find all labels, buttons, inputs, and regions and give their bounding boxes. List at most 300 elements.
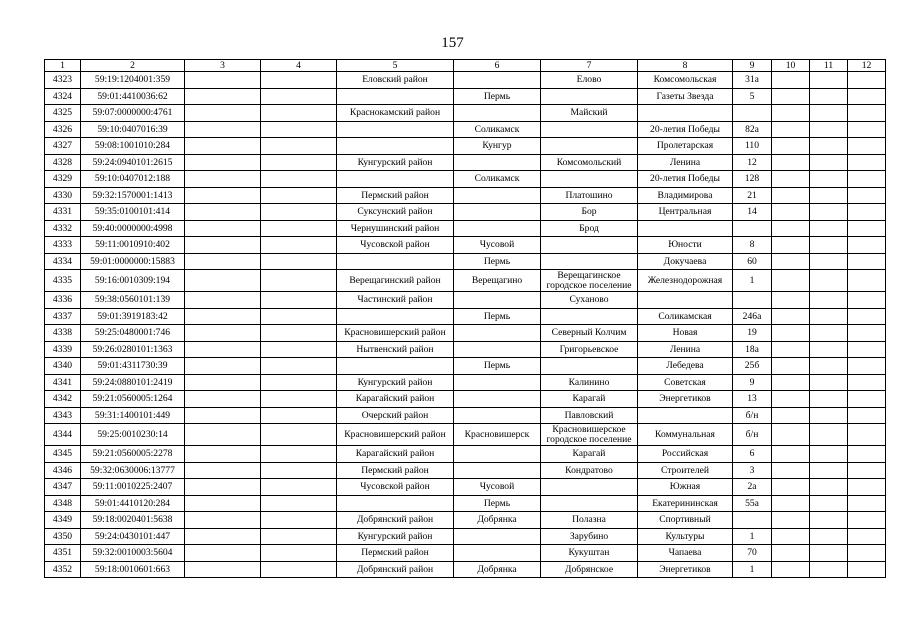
- table-cell-col-7: Карагай: [541, 391, 638, 408]
- table-cell-col-6: [454, 374, 541, 391]
- table-cell-col-3: [185, 391, 261, 408]
- table-cell-col-3: [185, 424, 261, 446]
- table-cell-col-7: [541, 270, 638, 292]
- table-row: [45, 446, 886, 463]
- table-cell-col-10: [772, 204, 810, 221]
- table-cell-col-7: Комсомольский: [541, 154, 638, 171]
- table-cell-col-3: [185, 121, 261, 138]
- table-cell-col-4: [261, 528, 337, 545]
- table-cell-col-10: [772, 187, 810, 204]
- table-cell-col-5: Красновишерский район: [337, 424, 454, 446]
- table-cell-col-12: [848, 308, 886, 325]
- table-cell-col-7: Кукуштан: [541, 545, 638, 562]
- table-cell-col-12: [848, 479, 886, 496]
- header-row: [45, 60, 886, 72]
- table-cell-col-8: Екатерининская: [638, 495, 733, 512]
- table-cell-col-12: [848, 253, 886, 270]
- table-cell-col-6: Чусовой: [454, 479, 541, 496]
- table-cell-col-12: [848, 341, 886, 358]
- table-cell-col-5: Карагайский район: [337, 446, 454, 463]
- table-cell-col-12: [848, 528, 886, 545]
- table-cell-col-11: [810, 220, 848, 237]
- table-cell-col-12: [848, 512, 886, 529]
- table-cell-col-6: Пермь: [454, 495, 541, 512]
- table-cell-col-6: [454, 407, 541, 424]
- table-row: [45, 138, 886, 155]
- table-cell-col-3: [185, 512, 261, 529]
- table-cell-col-10: [772, 528, 810, 545]
- table-cell-col-2: 59:26:0280101:1363: [81, 341, 185, 358]
- table-cell-col-5: Кунгурский район: [337, 154, 454, 171]
- table-cell-col-6: Добрянка: [454, 512, 541, 529]
- table-cell-col-4: [261, 462, 337, 479]
- table-cell-col-6: Пермь: [454, 88, 541, 105]
- table-cell-col-1: 4349: [45, 512, 81, 529]
- table-cell-col-7: Брод: [541, 220, 638, 237]
- column-header-10: 10: [772, 60, 810, 72]
- table-cell-col-5: Добрянский район: [337, 561, 454, 578]
- table-row: [45, 358, 886, 375]
- table-cell-col-5: Кунгурский район: [337, 528, 454, 545]
- table-cell-col-6: [454, 105, 541, 122]
- table-cell-col-11: [810, 325, 848, 342]
- table-cell-col-11: [810, 253, 848, 270]
- table-cell-col-8: 20-летия Победы: [638, 171, 733, 188]
- table-cell-col-11: [810, 512, 848, 529]
- table-cell-col-10: [772, 495, 810, 512]
- table-row: [45, 187, 886, 204]
- table-cell-col-9: 31а: [733, 72, 772, 89]
- table-cell-col-11: [810, 237, 848, 254]
- table-cell-col-1: 4343: [45, 407, 81, 424]
- table-cell-col-8: Культуры: [638, 528, 733, 545]
- table-row: [45, 341, 886, 358]
- table-cell-col-1: 4328: [45, 154, 81, 171]
- table-cell-col-3: [185, 308, 261, 325]
- table-cell-col-9: 60: [733, 253, 772, 270]
- table-cell-col-7: [541, 308, 638, 325]
- table-cell-col-6: Пермь: [454, 358, 541, 375]
- table-cell-col-12: [848, 446, 886, 463]
- table-cell-col-1: 4325: [45, 105, 81, 122]
- table-cell-col-3: [185, 204, 261, 221]
- table-cell-col-9: 19: [733, 325, 772, 342]
- table-cell-col-1: 4329: [45, 171, 81, 188]
- table-cell-col-7: Майский: [541, 105, 638, 122]
- table-cell-col-10: [772, 88, 810, 105]
- registry-table: [44, 59, 886, 578]
- table-cell-col-4: [261, 220, 337, 237]
- column-header-2: 2: [81, 60, 185, 72]
- table-cell-col-3: [185, 325, 261, 342]
- table-cell-col-3: [185, 358, 261, 375]
- table-cell-col-10: [772, 308, 810, 325]
- table-cell-col-10: [772, 341, 810, 358]
- table-cell-col-10: [772, 545, 810, 562]
- table-row: [45, 512, 886, 529]
- table-cell-col-12: [848, 204, 886, 221]
- table-cell-col-4: [261, 72, 337, 89]
- table-cell-col-1: 4344: [45, 424, 81, 446]
- table-cell-col-7: Кондратово: [541, 462, 638, 479]
- table-cell-col-6: [454, 72, 541, 89]
- table-cell-col-10: [772, 479, 810, 496]
- table-cell-col-7: Зарубино: [541, 528, 638, 545]
- table-cell-col-2: 59:32:0630006:13777: [81, 462, 185, 479]
- table-cell-col-1: 4335: [45, 270, 81, 292]
- table-cell-col-11: [810, 154, 848, 171]
- table-cell-col-11: [810, 479, 848, 496]
- table-cell-col-5: Верещагинский район: [337, 270, 454, 292]
- table-cell-col-5: Красновишерский район: [337, 325, 454, 342]
- table-cell-col-2: 59:10:0407016:39: [81, 121, 185, 138]
- table-cell-col-6: [454, 292, 541, 309]
- table-cell-col-1: 4348: [45, 495, 81, 512]
- table-cell-col-5: [337, 121, 454, 138]
- table-cell-col-11: [810, 374, 848, 391]
- table-cell-col-12: [848, 545, 886, 562]
- table-cell-col-1: 4350: [45, 528, 81, 545]
- table-cell-col-9: б/н: [733, 407, 772, 424]
- table-cell-col-3: [185, 446, 261, 463]
- table-cell-col-8: Соликамская: [638, 308, 733, 325]
- table-cell-col-9: 246а: [733, 308, 772, 325]
- table-cell-col-1: 4333: [45, 237, 81, 254]
- table-cell-col-5: Пермский район: [337, 462, 454, 479]
- table-cell-col-8: Российская: [638, 446, 733, 463]
- table-cell-col-9: 128: [733, 171, 772, 188]
- table-cell-col-1: 4326: [45, 121, 81, 138]
- table-cell-col-8: Юности: [638, 237, 733, 254]
- table-cell-col-7: Платошино: [541, 187, 638, 204]
- table-cell-col-1: 4336: [45, 292, 81, 309]
- table-cell-col-9: 55а: [733, 495, 772, 512]
- table-cell-col-2: 59:24:0940101:2615: [81, 154, 185, 171]
- table-cell-col-6: Красновишерск: [454, 424, 541, 446]
- table-cell-col-9: 9: [733, 374, 772, 391]
- table-cell-col-9: 70: [733, 545, 772, 562]
- table-cell-col-2: 59:21:0560005:1264: [81, 391, 185, 408]
- table-cell-col-4: [261, 292, 337, 309]
- table-cell-col-10: [772, 561, 810, 578]
- table-row: [45, 495, 886, 512]
- table-cell-col-7: [541, 358, 638, 375]
- table-row: [45, 154, 886, 171]
- table-cell-col-12: [848, 72, 886, 89]
- table-cell-col-8: Южная: [638, 479, 733, 496]
- table-cell-col-6: Соликамск: [454, 121, 541, 138]
- table-row: [45, 292, 886, 309]
- table-cell-col-10: [772, 391, 810, 408]
- table-cell-col-2: 59:18:0010601:663: [81, 561, 185, 578]
- table-cell-col-9: [733, 105, 772, 122]
- table-cell-col-6: [454, 545, 541, 562]
- table-cell-col-9: [733, 220, 772, 237]
- table-cell-col-7: Северный Колчим: [541, 325, 638, 342]
- table-cell-col-1: 4323: [45, 72, 81, 89]
- table-cell-col-2: 59:01:4410120:284: [81, 495, 185, 512]
- table-cell-text: Верещагинское городское поселение: [546, 269, 632, 291]
- table-cell-col-1: 4339: [45, 341, 81, 358]
- table-cell-col-11: [810, 462, 848, 479]
- table-cell-col-4: [261, 154, 337, 171]
- table-cell-col-3: [185, 374, 261, 391]
- table-cell-col-12: [848, 220, 886, 237]
- table-cell-col-12: [848, 495, 886, 512]
- table-cell-col-4: [261, 341, 337, 358]
- table-cell-col-7: [541, 424, 638, 446]
- column-header-8: 8: [638, 60, 733, 72]
- table-cell-col-12: [848, 374, 886, 391]
- table-cell-col-9: б/н: [733, 424, 772, 446]
- table-row: [45, 424, 886, 446]
- table-cell-col-11: [810, 545, 848, 562]
- table-cell-col-12: [848, 270, 886, 292]
- table-cell-col-7: Елово: [541, 72, 638, 89]
- table-cell-col-12: [848, 138, 886, 155]
- table-cell-col-11: [810, 358, 848, 375]
- table-cell-col-8: Ленина: [638, 341, 733, 358]
- table-cell-col-3: [185, 253, 261, 270]
- table-cell-col-6: Пермь: [454, 253, 541, 270]
- table-cell-col-12: [848, 171, 886, 188]
- table-cell-col-3: [185, 462, 261, 479]
- table-cell-col-3: [185, 72, 261, 89]
- table-cell-col-3: [185, 545, 261, 562]
- table-cell-col-11: [810, 391, 848, 408]
- table-cell-col-6: Кунгур: [454, 138, 541, 155]
- table-cell-col-2: 59:11:0010225:2407: [81, 479, 185, 496]
- table-cell-col-7: [541, 253, 638, 270]
- table-cell-col-12: [848, 407, 886, 424]
- table-cell-col-6: [454, 187, 541, 204]
- table-header: [45, 60, 886, 72]
- table-cell-col-8: Спортивный: [638, 512, 733, 529]
- table-cell-col-6: [454, 154, 541, 171]
- table-cell-col-7: Суханово: [541, 292, 638, 309]
- table-cell-col-5: Очерский район: [337, 407, 454, 424]
- table-cell-col-10: [772, 374, 810, 391]
- table-cell-col-6: [454, 341, 541, 358]
- table-cell-col-5: Кунгурский район: [337, 374, 454, 391]
- table-cell-col-2: 59:38:0560101:139: [81, 292, 185, 309]
- table-cell-col-9: 110: [733, 138, 772, 155]
- table-cell-col-5: [337, 495, 454, 512]
- table-cell-col-7: Карагай: [541, 446, 638, 463]
- table-cell-col-8: Энергетиков: [638, 561, 733, 578]
- table-cell-col-11: [810, 187, 848, 204]
- table-cell-col-11: [810, 121, 848, 138]
- table-cell-col-5: Чернушинский район: [337, 220, 454, 237]
- table-cell-col-11: [810, 292, 848, 309]
- table-cell-col-7: [541, 495, 638, 512]
- table-cell-col-11: [810, 407, 848, 424]
- table-cell-col-11: [810, 341, 848, 358]
- table-cell-col-10: [772, 358, 810, 375]
- table-cell-col-2: 59:19:1204001:359: [81, 72, 185, 89]
- table-cell-col-10: [772, 462, 810, 479]
- table-cell-col-6: Добрянка: [454, 561, 541, 578]
- table-cell-col-12: [848, 187, 886, 204]
- table-cell-col-8: Чапаева: [638, 545, 733, 562]
- table-cell-col-3: [185, 237, 261, 254]
- table-cell-col-11: [810, 88, 848, 105]
- table-cell-col-2: 59:16:0010309:194: [81, 270, 185, 292]
- table-cell-col-8: Строителей: [638, 462, 733, 479]
- table-row: [45, 308, 886, 325]
- table-row: [45, 270, 886, 292]
- table-row: [45, 72, 886, 89]
- table-cell-col-6: Верещагино: [454, 270, 541, 292]
- column-header-6: 6: [454, 60, 541, 72]
- table-cell-col-8: [638, 292, 733, 309]
- table-cell-col-6: [454, 528, 541, 545]
- table-cell-col-4: [261, 138, 337, 155]
- table-cell-col-10: [772, 121, 810, 138]
- table-cell-col-4: [261, 561, 337, 578]
- table-cell-col-2: 59:31:1400101:449: [81, 407, 185, 424]
- table-cell-col-11: [810, 204, 848, 221]
- table-row: [45, 253, 886, 270]
- table-cell-col-9: 1: [733, 561, 772, 578]
- column-header-1: 1: [45, 60, 81, 72]
- table-cell-col-3: [185, 407, 261, 424]
- table-cell-col-7: Григорьевское: [541, 341, 638, 358]
- table-cell-col-1: 4346: [45, 462, 81, 479]
- table-cell-col-9: 3: [733, 462, 772, 479]
- table-cell-col-11: [810, 528, 848, 545]
- table-cell-col-5: [337, 308, 454, 325]
- table-cell-col-3: [185, 292, 261, 309]
- table-cell-col-12: [848, 154, 886, 171]
- table-cell-col-8: Железнодорожная: [638, 270, 733, 292]
- table-cell-col-4: [261, 358, 337, 375]
- table-cell-col-8: Газеты Звезда: [638, 88, 733, 105]
- column-header-5: 5: [337, 60, 454, 72]
- table-cell-col-10: [772, 407, 810, 424]
- table-cell-col-3: [185, 105, 261, 122]
- table-cell-col-2: 59:07:0000000:4761: [81, 105, 185, 122]
- table-cell-col-2: 59:21:0560005:2278: [81, 446, 185, 463]
- table-cell-col-3: [185, 270, 261, 292]
- table-cell-col-2: 59:01:4311730:39: [81, 358, 185, 375]
- table-cell-col-8: [638, 220, 733, 237]
- table-cell-col-11: [810, 495, 848, 512]
- table-cell-col-10: [772, 220, 810, 237]
- table-cell-col-8: Центральная: [638, 204, 733, 221]
- table-cell-col-7: [541, 237, 638, 254]
- table-cell-col-4: [261, 512, 337, 529]
- table-cell-col-10: [772, 72, 810, 89]
- table-cell-col-2: 59:40:0000000:4998: [81, 220, 185, 237]
- table-cell-col-7: [541, 138, 638, 155]
- table-cell-col-9: 2а: [733, 479, 772, 496]
- table-cell-col-10: [772, 138, 810, 155]
- table-cell-col-6: Чусовой: [454, 237, 541, 254]
- table-cell-col-9: 18а: [733, 341, 772, 358]
- table-cell-col-2: 59:01:4410036:62: [81, 88, 185, 105]
- table-cell-col-4: [261, 407, 337, 424]
- table-cell-col-4: [261, 187, 337, 204]
- table-cell-col-3: [185, 528, 261, 545]
- table-cell-col-5: Чусовской район: [337, 237, 454, 254]
- table-cell-col-5: [337, 88, 454, 105]
- table-cell-col-11: [810, 308, 848, 325]
- table-cell-col-5: Пермский район: [337, 187, 454, 204]
- table-cell-col-2: 59:18:0020401:5638: [81, 512, 185, 529]
- table-cell-col-2: 59:24:0880101:2419: [81, 374, 185, 391]
- table-cell-col-4: [261, 424, 337, 446]
- table-cell-col-9: 82а: [733, 121, 772, 138]
- table-cell-col-4: [261, 253, 337, 270]
- table-row: [45, 462, 886, 479]
- table-cell-col-6: [454, 391, 541, 408]
- table-cell-col-6: Пермь: [454, 308, 541, 325]
- table-cell-col-10: [772, 325, 810, 342]
- table-cell-col-3: [185, 220, 261, 237]
- table-cell-col-7: [541, 171, 638, 188]
- table-row: [45, 204, 886, 221]
- table-cell-col-12: [848, 237, 886, 254]
- column-header-9: 9: [733, 60, 772, 72]
- table-body: [45, 72, 886, 578]
- table-cell-col-12: [848, 561, 886, 578]
- table-cell-col-4: [261, 308, 337, 325]
- table-cell-col-4: [261, 270, 337, 292]
- table-cell-col-1: 4331: [45, 204, 81, 221]
- table-cell-col-11: [810, 171, 848, 188]
- table-row: [45, 528, 886, 545]
- table-cell-col-3: [185, 495, 261, 512]
- table-cell-col-12: [848, 292, 886, 309]
- table-row: [45, 237, 886, 254]
- table-cell-col-9: [733, 292, 772, 309]
- table-cell-col-9: 8: [733, 237, 772, 254]
- table-cell-col-6: [454, 462, 541, 479]
- table-cell-col-7: [541, 88, 638, 105]
- table-row: [45, 391, 886, 408]
- table-cell-col-9: 25б: [733, 358, 772, 375]
- table-cell-col-1: 4341: [45, 374, 81, 391]
- table-cell-col-5: Нытвенский район: [337, 341, 454, 358]
- table-cell-col-3: [185, 479, 261, 496]
- table-cell-col-8: Энергетиков: [638, 391, 733, 408]
- table-cell-col-8: Коммунальная: [638, 424, 733, 446]
- table-cell-col-4: [261, 374, 337, 391]
- table-cell-col-2: 59:11:0010910:402: [81, 237, 185, 254]
- table-cell-col-8: [638, 105, 733, 122]
- table-cell-col-8: Комсомольская: [638, 72, 733, 89]
- table-cell-col-5: Суксунский район: [337, 204, 454, 221]
- table-cell-col-6: [454, 204, 541, 221]
- table-row: [45, 407, 886, 424]
- table-cell-col-2: 59:35:0100101:414: [81, 204, 185, 221]
- table-row: [45, 479, 886, 496]
- table-cell-col-9: 12: [733, 154, 772, 171]
- table-cell-col-1: 4337: [45, 308, 81, 325]
- table-cell-col-8: Новая: [638, 325, 733, 342]
- table-cell-col-4: [261, 325, 337, 342]
- table-cell-col-8: Советская: [638, 374, 733, 391]
- table-cell-col-2: 59:25:0010230:14: [81, 424, 185, 446]
- table-cell-col-3: [185, 561, 261, 578]
- table-cell-col-2: 59:01:0000000:15883: [81, 253, 185, 270]
- table-cell-col-1: 4332: [45, 220, 81, 237]
- table-row: [45, 325, 886, 342]
- table-cell-col-4: [261, 105, 337, 122]
- table-cell-text: Красновишерское городское поселение: [546, 423, 632, 445]
- table-cell-col-9: 5: [733, 88, 772, 105]
